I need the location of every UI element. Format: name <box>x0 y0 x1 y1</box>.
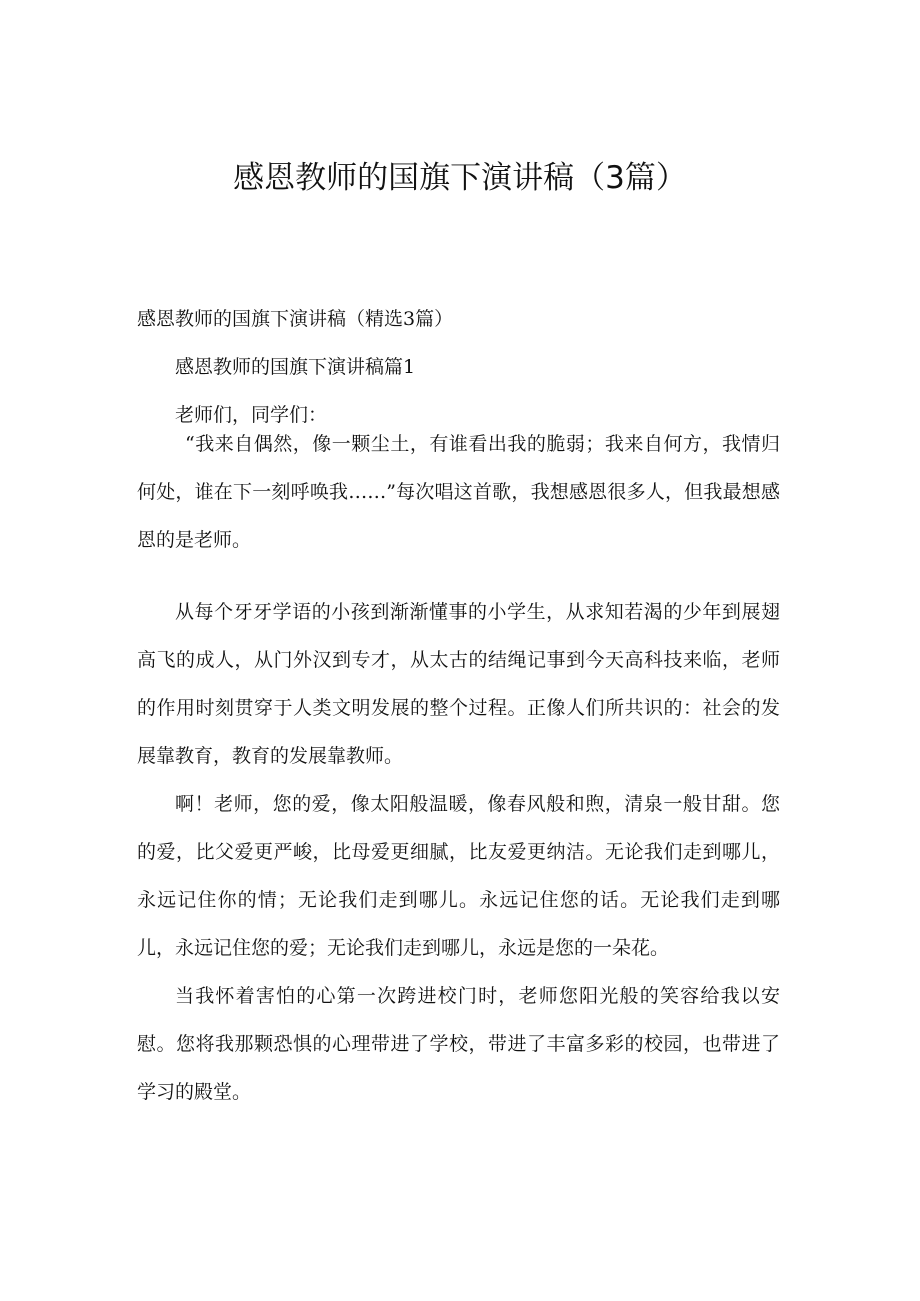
salutation: 老师们，同学们： <box>175 404 328 426</box>
paragraph-teacher-love: 啊！老师，您的爱，像太阳般温暖，像春风般和煦，清泉一般甘甜。您的爱，比父爱更严峻，比母爱更细腻，比友爱更纳洁。无论我们走到哪儿，永远记住你的情；无论我们走到哪儿。永远记住您的话。无论我们走到哪儿，永远记住您的爱；无论我们走到哪儿，永远是您的一朵花。 <box>137 793 780 959</box>
document-subtitle: 感恩教师的国旗下演讲稿（精选3篇） <box>137 308 454 330</box>
paragraph-teacher-role: 从每个牙牙学语的小孩到渐渐懂事的小学生，从求知若渴的少年到展翅高飞的成人，从门外汉到专才，从太古的结绳记事到今天高科技来临，老师的作用时刻贯穿于人类文明发展的整个过程。正像人们所共识的：社会的发展靠教育，教育的发展靠教师。 <box>137 601 780 767</box>
document-title: 感恩教师的国旗下演讲稿（3篇） <box>233 160 687 196</box>
paragraph-first-day: 当我怀着害怕的心第一次跨进校门时，老师您阳光般的笑容给我以安慰。您将我那颗恐惧的心理带进了学校，带进了丰富多彩的校园，也带进了学习的殿堂。 <box>137 985 780 1103</box>
section-heading: 感恩教师的国旗下演讲稿篇1 <box>175 356 416 378</box>
paragraph-quote: “我来自偶然，像一颗尘土，有谁看出我的脆弱；我来自何方，我情归何处，谁在下一刻呼唤我……”每次唱这首歌，我想感恩很多人，但我最想感恩的是老师。 <box>137 433 780 551</box>
